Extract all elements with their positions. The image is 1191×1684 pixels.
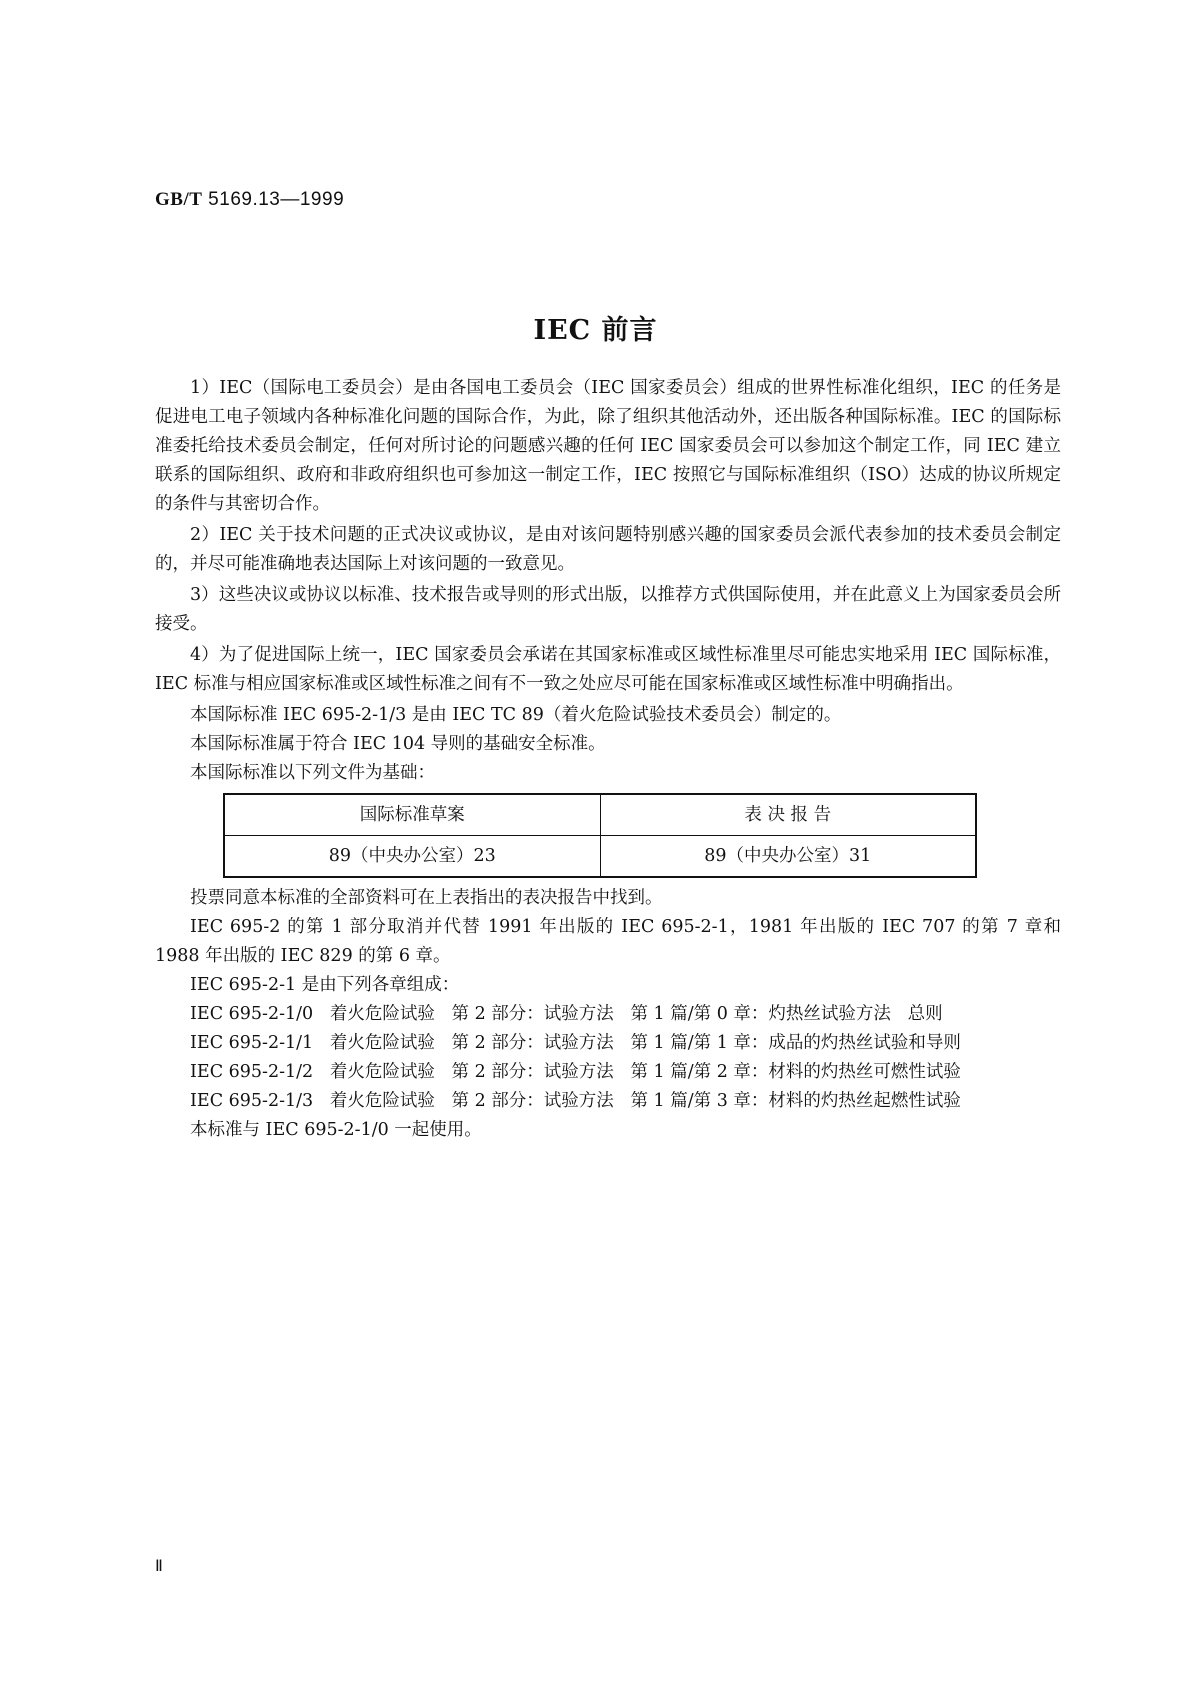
table-cell: 89（中央办公室）31 (600, 836, 976, 878)
table-header-cell: 国际标准草案 (224, 794, 600, 836)
paragraph-tc89: 本国际标准 IEC 695-2-1/3 是由 IEC TC 89（着火危险试验技术委员会）制定的。 (190, 705, 842, 725)
page-number: Ⅱ (155, 1558, 163, 1575)
standard-prefix: GB/T (155, 189, 203, 210)
paragraph-composition: IEC 695-2-1 是由下列各章组成： (190, 975, 460, 995)
table-header-row (224, 794, 976, 836)
paragraph-closing: 本标准与 IEC 695-2-1/0 一起使用。 (190, 1120, 482, 1140)
standard-number: 5169.13—1999 (202, 189, 345, 210)
basis-documents-table (223, 793, 977, 878)
paragraph-basis: 本国际标准以下列文件为基础： (190, 763, 435, 783)
table-header-cell: 表 决 报 告 (600, 794, 976, 836)
table-cell: 89（中央办公室）23 (224, 836, 600, 878)
list-item: IEC 695-2-1/0 着火危险试验 第 2 部分：试验方法 第 1 篇/第 0 章：灼热丝试验方法 总则 (190, 1004, 943, 1024)
paragraph-4: 4）为了促进国际上统一，IEC 国家委员会承诺在其国家标准或区域性标准里尽可能忠实地采用 IEC 国际标准，IEC 标准与相应国家标准或区域性标准之间有不一致之处应尽可能在国家标准或区域性标准中明确指出。 (155, 645, 1061, 694)
foreword-body (155, 374, 1061, 1145)
paragraph-2: 2）IEC 关于技术问题的正式决议或协议，是由对该问题特别感兴趣的国家委员会派代表参加的技术委员会制定的，并尽可能准确地表达国际上对该问题的一致意见。 (155, 525, 1061, 574)
page-title: IEC 前言 (533, 315, 658, 346)
table-row (224, 836, 976, 878)
list-item: IEC 695-2-1/2 着火危险试验 第 2 部分：试验方法 第 1 篇/第 2 章：材料的灼热丝可燃性试验 (190, 1062, 961, 1082)
paragraph-3: 3）这些决议或协议以标准、技术报告或导则的形式出版，以推荐方式供国际使用，并在此意义上为国家委员会所接受。 (155, 585, 1061, 634)
list-item: IEC 695-2-1/1 着火危险试验 第 2 部分：试验方法 第 1 篇/第 1 章：成品的灼热丝试验和导则 (190, 1033, 961, 1053)
paragraph-replacement: IEC 695-2 的第 1 部分取消并代替 1991 年出版的 IEC 695-2-1，1981 年出版的 IEC 707 的第 7 章和 1988 年出版的 IEC 829 的第 6 章。 (155, 917, 1061, 966)
list-item: IEC 695-2-1/3 着火危险试验 第 2 部分：试验方法 第 1 篇/第 3 章：材料的灼热丝起燃性试验 (190, 1091, 961, 1111)
document-code (155, 189, 344, 211)
paragraph-voting: 投票同意本标准的全部资料可在上表指出的表决报告中找到。 (190, 888, 663, 908)
paragraph-1: 1）IEC（国际电工委员会）是由各国电工委员会（IEC 国家委员会）组成的世界性标准化组织，IEC 的任务是促进电工电子领域内各种标准化问题的国际合作，为此，除了组织其他活动外，还出版各种国际标准。IEC 的国际标准委托给技术委员会制定，任何对所讨论的问题感兴趣的任何 IEC 国家委员会可以参加这个制定工作，同 IEC 建立联系的国际组织、政府和非政府组织也可参加这一制定工作，IEC 按照它与国际标准组织（ISO）达成的协议所规定的条件与其密切合作。 (155, 378, 1061, 514)
paragraph-iec104: 本国际标准属于符合 IEC 104 导则的基础安全标准。 (190, 734, 606, 754)
